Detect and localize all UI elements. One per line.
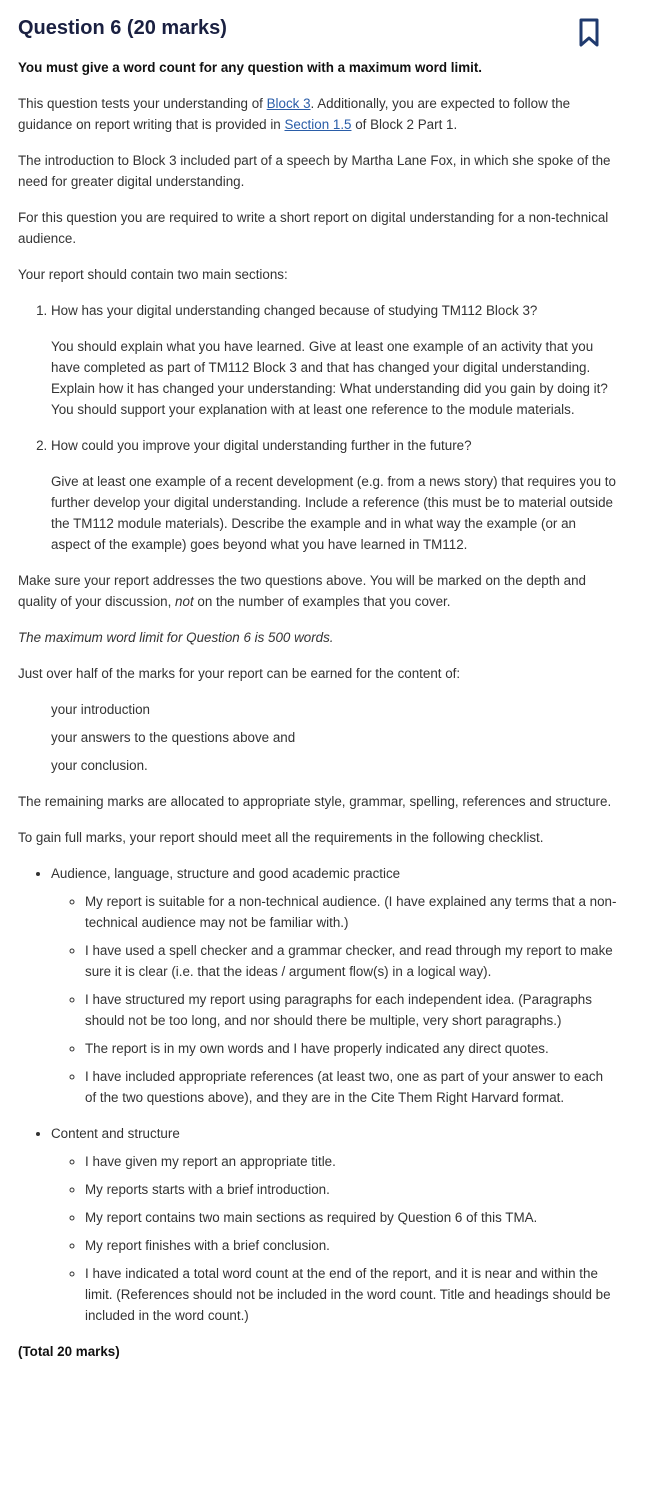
marking-text-a: Make sure your report addresses the two questions above. You will be marked on the depth and quality of your discussion, xyxy=(18,573,586,609)
checklist xyxy=(18,863,617,1326)
intro-paragraph-3: For this question you are required to write a short report on digital understanding for a non-technical audience. xyxy=(18,210,609,246)
question-item xyxy=(51,435,617,555)
question-detail: Give at least one example of a recent development (e.g. from a news story) that requires you to further develop your digital understanding. Include a reference (this must be to material outside the TM112 module materials). Describe the example and in what way the example (or an aspect of the example) goes beyond what you have learned in TM112. xyxy=(51,474,616,552)
checklist-item: ◦ My reports starts with a brief introduction. xyxy=(85,1179,617,1200)
intro-paragraph-4: Your report should contain two main sections: xyxy=(18,267,288,282)
marking-emphasis: not xyxy=(175,594,194,609)
checklist-item: ◦ I have given my report an appropriate title. xyxy=(85,1151,617,1172)
bookmark-icon[interactable] xyxy=(579,18,599,48)
checklist-items xyxy=(51,891,617,1108)
question-title: 1. How has your digital understanding changed because of studying TM112 Block 3? xyxy=(51,303,538,318)
checklist-intro: To gain full marks, your report should meet all the requirements in the following checklist. xyxy=(18,830,544,845)
intro-text-a: This question tests your understanding of xyxy=(18,96,267,111)
list-item: your introduction xyxy=(51,702,150,717)
page-title: Question 6 (20 marks) xyxy=(18,17,227,39)
section-1-5-link[interactable]: Section 1.5 xyxy=(284,117,352,132)
checklist-item: ◦ My report contains two main sections as required by Question 6 of this TMA. xyxy=(85,1207,617,1228)
block-3-link[interactable]: Block 3 xyxy=(266,96,311,111)
content-items-list xyxy=(51,699,617,776)
checklist-heading: Content and structure xyxy=(51,1126,180,1141)
checklist-item: ◦ I have included appropriate references (at least two, one as part of your answer to each of the two questions above), and they are in the Cite Them Right Harvard format. xyxy=(85,1066,617,1108)
marking-text-b: on the number of examples that you cover. xyxy=(193,594,451,609)
checklist-section xyxy=(51,1123,617,1326)
intro-paragraph-1 xyxy=(18,93,617,135)
remaining-marks-paragraph: The remaining marks are allocated to appropriate style, grammar, spelling, references and structure. xyxy=(18,794,612,809)
checklist-items xyxy=(51,1151,617,1326)
question-detail: You should explain what you have learned. Give at least one example of an activity that you have completed as part of TM112 Block 3 and that has changed your digital understanding. Explain how it has changed your understanding: What understanding did you gain by doing it? You should support your explanation with at least one reference to the module materials. xyxy=(51,339,608,417)
question-list xyxy=(18,300,617,555)
word-limit-text: The maximum word limit for Question 6 is 500 words. xyxy=(18,630,334,645)
intro-paragraph-2: The introduction to Block 3 included part of a speech by Martha Lane Fox, in which she spoke of the need for greater digital understanding. xyxy=(18,153,611,189)
checklist-item: ◦ The report is in my own words and I have properly indicated any direct quotes. xyxy=(85,1038,617,1059)
total-marks: (Total 20 marks) xyxy=(18,1344,120,1359)
question-item xyxy=(51,300,617,420)
checklist-item: ◦ My report is suitable for a non-technical audience. (I have explained any terms that a non-technical audience may not be familiar with.) xyxy=(85,891,617,933)
word-count-note: You must give a word count for any question with a maximum word limit. xyxy=(18,60,483,75)
marking-paragraph xyxy=(18,570,617,612)
list-item: your answers to the questions above and xyxy=(51,730,296,745)
word-limit-note xyxy=(18,627,617,648)
checklist-item: ◦ I have used a spell checker and a grammar checker, and read through my report to make sure it is clear (i.e. that the ideas / argument flow(s) in a logical way). xyxy=(85,940,617,982)
checklist-heading: Audience, language, structure and good academic practice xyxy=(51,866,401,881)
question-title: 2. How could you improve your digital understanding further in the future? xyxy=(51,438,472,453)
intro-text-c: of Block 2 Part 1. xyxy=(351,117,458,132)
intro-text-b: . Additionally, you are expected to follow the guidance on report writing that is provided in xyxy=(18,96,571,132)
checklist-item: ◦ I have structured my report using paragraphs for each independent idea. (Paragraphs should not be too long, and nor should there be multiple, very short paragraphs.) xyxy=(85,989,617,1031)
checklist-item: ◦ I have indicated a total word count at the end of the report, and it is near and within the limit. (References should not be included in the word count. Title and headings should be included in the word count.) xyxy=(85,1263,617,1326)
checklist-item: ◦ My report finishes with a brief conclusion. xyxy=(85,1235,617,1256)
half-marks-paragraph: Just over half of the marks for your report can be earned for the content of: xyxy=(18,666,461,681)
list-item: your conclusion. xyxy=(51,758,148,773)
checklist-section xyxy=(51,863,617,1108)
